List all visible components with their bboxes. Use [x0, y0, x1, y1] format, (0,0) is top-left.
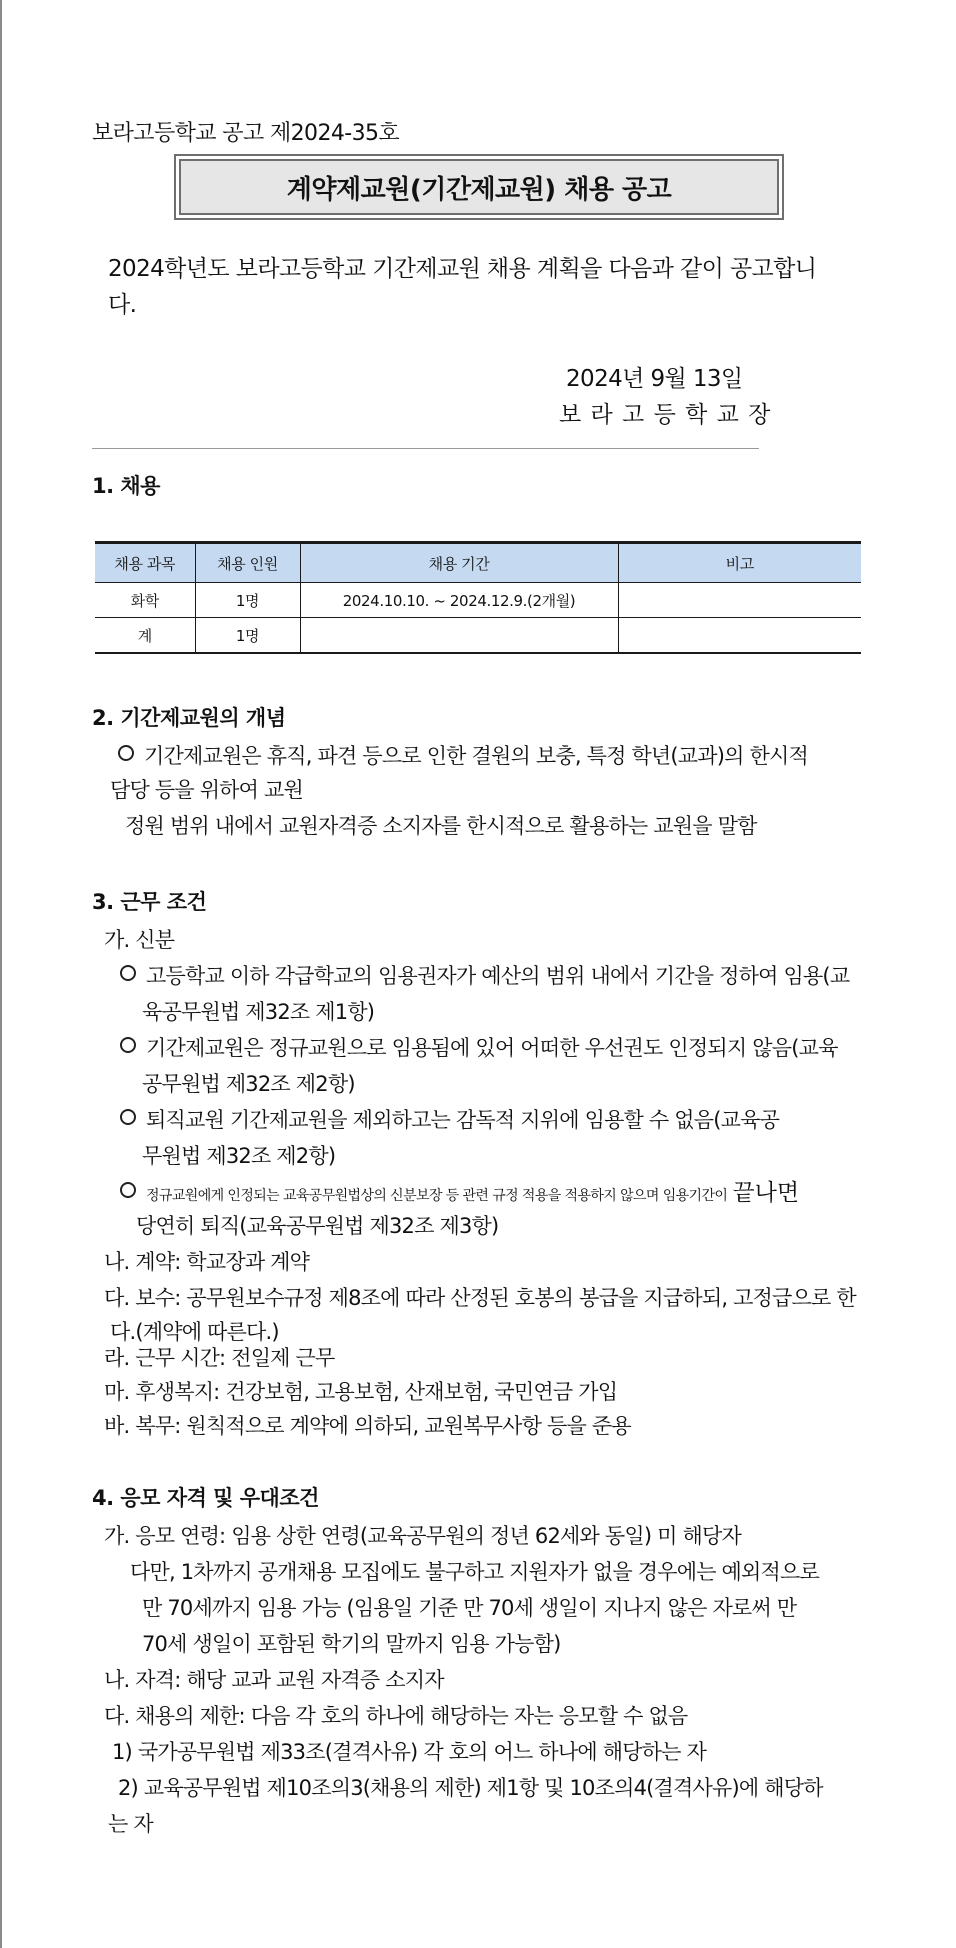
section4-heading: 4. 응모 자격 및 우대조건 — [92, 1486, 319, 1510]
text: 기간제교원은 정규교원으로 임용됨에 있어 어떠한 우선권도 인정되지 않음(교육 — [146, 1036, 838, 1060]
section3-bullet-1-cont: 육공무원법 제32조 제1항) — [142, 1000, 375, 1024]
text: 기간제교원은 휴직, 파견 등으로 인한 결원의 보충, 특정 학년(교과)의 한시적 — [144, 744, 808, 768]
section3-ra: 라. 근무 시간: 전일제 근무 — [104, 1346, 335, 1370]
section4-item-1: 1) 국가공무원법 제33조(결격사유) 각 호의 어느 하나에 해당하는 자 — [112, 1740, 707, 1764]
cell-note — [618, 618, 861, 654]
cell-count: 1명 — [195, 618, 300, 654]
header-period: 채용 기간 — [300, 543, 618, 583]
header-note: 비고 — [618, 543, 861, 583]
section2-line-2: 담당 등을 위하여 교원 — [110, 778, 303, 802]
cell-note — [618, 583, 861, 618]
text-small: 정규교원에게 인정되는 교육공무원법상의 신분보장 등 관련 규정 적용을 적용하지 않으며 임용기간이 — [146, 1188, 728, 1204]
section3-ba: 바. 복무: 원칙적으로 계약에 의하되, 교원복무사항 등을 준용 — [104, 1414, 631, 1438]
section3-bullet-3-cont: 무원법 제32조 제2항) — [142, 1144, 336, 1168]
section2-heading: 2. 기간제교원의 개념 — [92, 706, 286, 730]
section3-da: 다. 보수: 공무원보수규정 제8조에 따라 산정된 호봉의 봉급을 지급하되, 고정급으로 한 — [104, 1286, 856, 1310]
circle-bullet-icon — [120, 965, 136, 981]
section1-heading: 1. 채용 — [92, 474, 160, 498]
text: 퇴직교원 기간제교원을 제외하고는 감독적 지위에 임용할 수 없음(교육공 — [146, 1108, 780, 1132]
cell-period: 2024.10.10. ~ 2024.12.9.(2개월) — [300, 583, 618, 618]
table-total-row — [95, 618, 861, 654]
section4-na: 나. 자격: 해당 교과 교원 자격증 소지자 — [104, 1668, 444, 1692]
header-count: 채용 인원 — [195, 543, 300, 583]
section3-heading: 3. 근무 조건 — [92, 890, 207, 914]
table-header-row — [95, 543, 861, 583]
notice-date: 2024년 9월 13일 — [566, 366, 743, 392]
section4-ga-line-2: 다만, 1차까지 공개채용 모집에도 불구하고 지원자가 없을 경우에는 예외적으로 — [130, 1560, 819, 1584]
section4-item-2-cont: 는 자 — [108, 1812, 153, 1836]
section3-bullet-2-cont: 공무원법 제32조 제2항) — [142, 1072, 355, 1096]
divider — [92, 448, 759, 449]
cell-subject: 계 — [95, 618, 195, 654]
cell-count: 1명 — [195, 583, 300, 618]
section3-bullet-3 — [120, 1104, 779, 1134]
recruitment-table — [95, 541, 861, 654]
section3-ga: 가. 신분 — [104, 928, 175, 952]
section3-bullet-2 — [120, 1032, 838, 1062]
section3-ma: 마. 후생복지: 건강보험, 고용보험, 산재보험, 국민연금 가입 — [104, 1380, 618, 1404]
section4-da: 다. 채용의 제한: 다음 각 호의 하나에 해당하는 자는 응모할 수 없음 — [104, 1704, 688, 1728]
page-title: 계약제교원(기간제교원) 채용 공고 — [179, 159, 779, 215]
circle-bullet-icon — [120, 1182, 136, 1198]
text: 고등학교 이하 각급학교의 임용권자가 예산의 범위 내에서 기간을 정하여 임용(교 — [146, 964, 850, 988]
section2-line-1 — [118, 740, 808, 770]
section3-bullet-1 — [120, 960, 849, 990]
text-large: 끝나면 — [732, 1180, 800, 1206]
cell-period — [300, 618, 618, 654]
circle-bullet-icon — [120, 1109, 136, 1125]
section4-ga-line-4: 70세 생일이 포함된 학기의 말까지 임용 가능함) — [142, 1632, 561, 1656]
section3-bullet-4 — [120, 1174, 799, 1207]
section3-da-cont: 다.(계약에 따른다.) — [110, 1320, 279, 1344]
page-left-edge — [0, 0, 2, 1948]
intro-line-2: 다. — [108, 292, 137, 318]
circle-bullet-icon — [118, 745, 134, 761]
section4-ga-line-3: 만 70세까지 임용 가능 (임용일 기준 만 70세 생일이 지나지 않은 자로써 만 — [142, 1596, 797, 1620]
notice-number: 보라고등학교 공고 제2024-35호 — [92, 121, 400, 146]
table-row — [95, 583, 861, 618]
header-subject: 채용 과목 — [95, 543, 195, 583]
section2-line-3: 정원 범위 내에서 교원자격증 소지자를 한시적으로 활용하는 교원을 말함 — [125, 814, 757, 838]
section4-ga: 가. 응모 연령: 임용 상한 연령(교육공무원의 정년 62세와 동일) 미 해당자 — [104, 1524, 741, 1548]
section3-bullet-4-cont: 당연히 퇴직(교육공무원법 제32조 제3항) — [136, 1214, 499, 1238]
section4-item-2: 2) 교육공무원법 제10조의3(채용의 제한) 제1항 및 10조의4(결격사유)에 해당하 — [118, 1776, 823, 1800]
circle-bullet-icon — [120, 1037, 136, 1053]
principal-signature: 보 라 고 등 학 교 장 — [559, 402, 772, 428]
intro-line-1: 2024학년도 보라고등학교 기간제교원 채용 계획을 다음과 같이 공고합니 — [108, 256, 817, 282]
title-box — [174, 154, 784, 220]
cell-subject: 화학 — [95, 583, 195, 618]
section3-na: 나. 계약: 학교장과 계약 — [104, 1250, 310, 1274]
